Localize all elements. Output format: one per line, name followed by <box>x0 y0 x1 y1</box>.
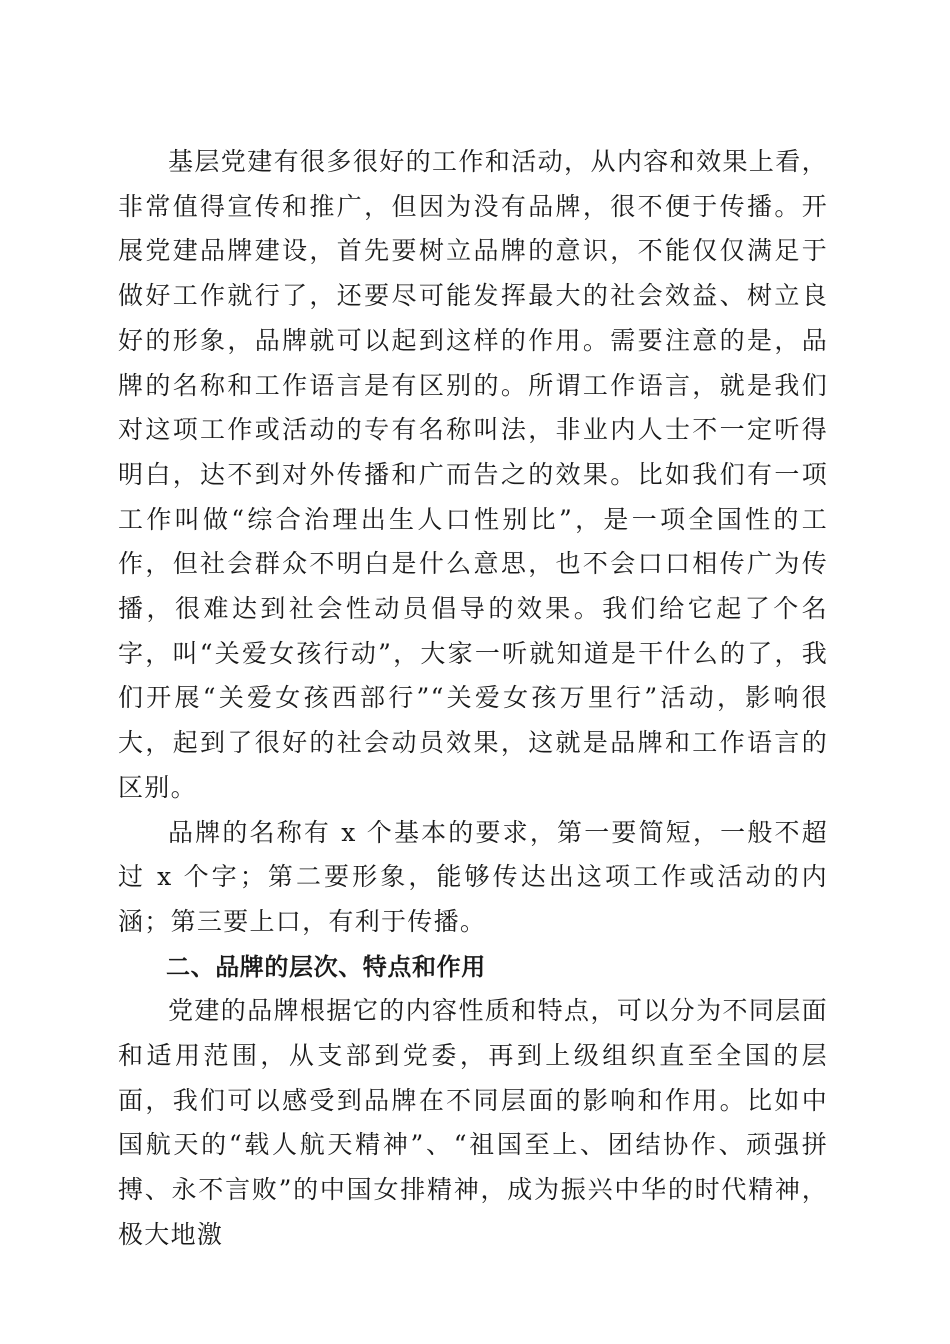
body-paragraph-brand-vs-work-language: 基层党建有很多很好的工作和活动，从内容和效果上看，非常值得宣传和推广，但因为没有品牌，很不便于传播。开展党建品牌建设，首先要树立品牌的意识，不能仅仅满足于做好工作就行了，还要尽可能发挥最大的社会效益、树立良好的形象，品牌就可以起到这样的作用。需要注意的是，品牌的名称和工作语言是有区别的。所谓工作语言，就是我们对这项工作或活动的专有名称叫法，非业内人士不一定听得明白，达不到对外传播和广而告之的效果。比如我们有一项工作叫做“综合治理出生人口性别比”，是一项全国性的工作，但社会群众不明白是什么意思，也不会口口相传广为传播，很难达到社会性动员倡导的效果。我们给它起了个名字，叫“关爱女孩行动”，大家一听就知道是干什么的了，我们开展“关爱女孩西部行”“关爱女孩万里行”活动，影响很大，起到了很好的社会动员效果，这就是品牌和工作语言的区别。 <box>118 147 828 802</box>
section-heading: 二、品牌的层次、特点和作用 <box>166 952 486 981</box>
body-paragraph-brand-levels: 党建的品牌根据它的内容性质和特点，可以分为不同层面和适用范围，从支部到党委，再到上级组织直至全国的层面，我们可以感受到品牌在不同层面的影响和作用。比如中国航天的“载人航天精神”、“祖国至上、团结协作、顽强拼搏、永不言败”的中国女排精神，成为振兴中华的时代精神，极大地激 <box>118 996 828 1249</box>
document-body <box>118 140 828 1258</box>
body-paragraph-brand-name-requirements: 品牌的名称有 x 个基本的要求，第一要简短，一般不超过 x 个字；第二要形象，能够传达出这项工作或活动的内涵；第三要上口，有利于传播。 <box>118 817 828 936</box>
